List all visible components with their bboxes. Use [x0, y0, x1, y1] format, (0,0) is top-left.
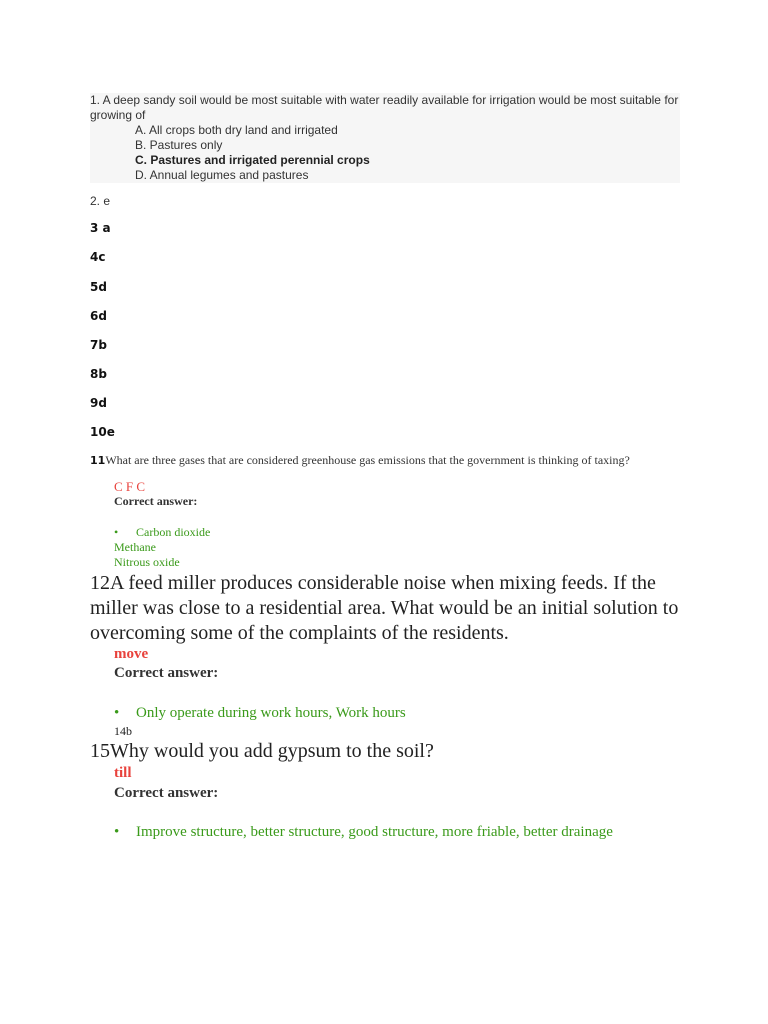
question-12-answer — [114, 705, 406, 722]
answer-5: 5d — [90, 280, 107, 294]
question-15-answer — [114, 824, 613, 841]
question-11-item-1: Carbon dioxide — [136, 525, 211, 539]
answer-3: 3 a — [90, 221, 111, 235]
answer-10: 10e — [90, 425, 115, 439]
question-11-item-3: Nitrous oxide — [114, 555, 180, 569]
option-a: A. All crops both dry land and irrigated — [135, 123, 338, 137]
question-11-item-2: Methane — [114, 540, 156, 554]
answer-2: 2. e — [90, 194, 111, 208]
question-1 — [90, 93, 680, 183]
answer-4: 4c — [90, 250, 106, 264]
answer-9: 9d — [90, 396, 107, 410]
option-c-correct: C. Pastures and irrigated perennial crops — [135, 153, 370, 167]
question-12-given-answer: move — [114, 646, 149, 662]
question-15-text: 15Why would you add gypsum to the soil? — [90, 740, 434, 762]
answer-8: 8b — [90, 367, 107, 381]
question-12-answer-text: Only operate during work hours, Work hours — [136, 705, 406, 721]
question-12-correct-label: Correct answer: — [114, 665, 219, 681]
question-1-stem: 1. A deep sandy soil would be most suitable with water readily available for irrigation would be most suitable for growing of — [90, 93, 679, 122]
question-11-given-answer: C F C — [114, 479, 146, 494]
option-d: D. Annual legumes and pastures — [135, 168, 309, 182]
question-11-text: What are three gases that are considered greenhouse gas emissions that the government is thinking of taxing? — [105, 453, 630, 467]
answer-14: 14b — [114, 724, 132, 738]
answer-7: 7b — [90, 338, 107, 352]
bullet-icon: • — [114, 525, 119, 539]
option-b: B. Pastures only — [135, 138, 223, 152]
bullet-icon: • — [114, 824, 120, 840]
question-11-answer-list — [114, 525, 210, 540]
answer-6: 6d — [90, 309, 107, 323]
question-15-answer-text: Improve structure, better structure, good structure, more friable, better drainage — [136, 824, 613, 840]
question-11-number: 11 — [90, 454, 106, 467]
question-12-text: 12A feed miller produces considerable noise when mixing feeds. If the miller was close to a residential area. What would be an initial solution to overcoming some of the complaints of the residents. — [90, 572, 679, 644]
question-11-correct-label: Correct answer: — [114, 494, 198, 508]
question-15-correct-label: Correct answer: — [114, 785, 219, 801]
bullet-icon: • — [114, 705, 120, 721]
question-11 — [90, 453, 630, 468]
question-15-given-answer: till — [114, 765, 132, 781]
